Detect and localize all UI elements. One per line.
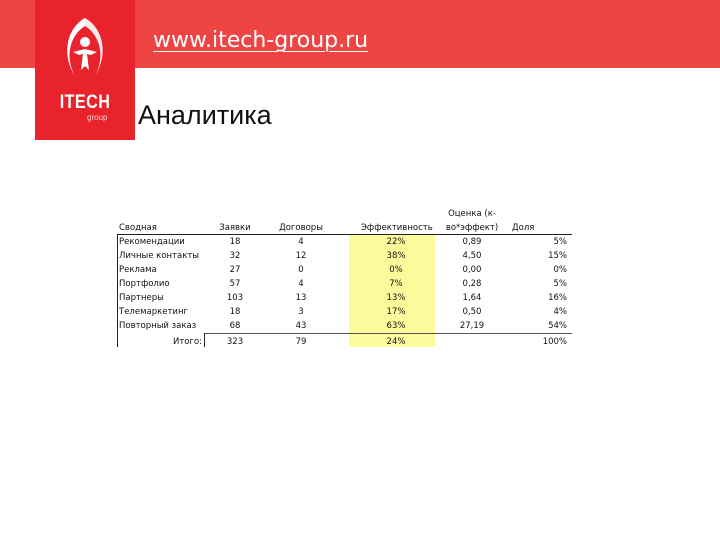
- logo-subtext: group: [87, 113, 108, 122]
- row-requests: 103: [226, 293, 244, 303]
- row-score: 1,64: [462, 293, 482, 303]
- table-header-score-2: [117, 221, 577, 235]
- header-contracts: Договоры: [279, 223, 323, 233]
- row-share: 5%: [553, 237, 567, 247]
- header-efficiency: Эффективность: [361, 223, 433, 233]
- row-label: Повторный заказ: [119, 321, 197, 331]
- row-requests: 18: [229, 307, 241, 317]
- row-label: Реклама: [119, 265, 157, 275]
- row-share: 0%: [553, 265, 567, 275]
- row-efficiency: 13%: [386, 293, 406, 303]
- row-requests: 57: [229, 279, 241, 289]
- row-contracts: 4: [298, 279, 304, 289]
- row-label: Личные контакты: [119, 251, 199, 261]
- total-divider: [204, 333, 572, 334]
- row-score: 0,00: [462, 265, 482, 275]
- row-contracts: 12: [295, 251, 307, 261]
- page-title: Аналитика: [138, 100, 272, 130]
- row-score: 27,19: [459, 321, 485, 331]
- logo-figure-icon: [53, 14, 117, 88]
- total-requests: 323: [226, 337, 244, 347]
- row-share: 5%: [553, 279, 567, 289]
- table-total-row: [117, 335, 577, 349]
- header-score-line2: во*эффект): [445, 223, 499, 233]
- row-contracts: 0: [298, 265, 304, 275]
- row-contracts: 43: [295, 321, 307, 331]
- row-efficiency: 22%: [386, 237, 406, 247]
- total-efficiency: 24%: [386, 337, 406, 347]
- table-row: [117, 319, 577, 333]
- row-contracts: 3: [298, 307, 304, 317]
- row-score: 0,28: [462, 279, 482, 289]
- row-share: 54%: [548, 321, 567, 331]
- row-requests: 68: [229, 321, 241, 331]
- row-efficiency: 38%: [386, 251, 406, 261]
- row-efficiency: 0%: [389, 265, 403, 275]
- table-row: [117, 291, 577, 305]
- row-score: 0,89: [462, 237, 482, 247]
- header-share: Доля: [512, 223, 535, 233]
- header-requests: Заявки: [219, 223, 251, 233]
- site-url-link[interactable]: www.itech-group.ru: [153, 28, 369, 53]
- total-label-border: [204, 333, 205, 347]
- table-header-score: [117, 207, 577, 221]
- table-row: [117, 235, 577, 249]
- row-score: 4,50: [462, 251, 482, 261]
- itech-logo[interactable]: [35, 0, 135, 140]
- row-efficiency: 63%: [386, 321, 406, 331]
- row-label: Партнеры: [119, 293, 164, 303]
- table-row: [117, 277, 577, 291]
- total-label: Итого:: [173, 337, 203, 347]
- row-requests: 18: [229, 237, 241, 247]
- table-row: [117, 249, 577, 263]
- table-row: [117, 305, 577, 319]
- left-border: [117, 235, 118, 347]
- row-contracts: 13: [295, 293, 307, 303]
- row-label: Телемаркетинг: [119, 307, 188, 317]
- row-share: 4%: [553, 307, 567, 317]
- header-score-line1: Оценка (к-: [448, 209, 496, 219]
- row-contracts: 4: [298, 237, 304, 247]
- table-row: [117, 263, 577, 277]
- header-summary: Сводная: [119, 223, 157, 233]
- row-share: 16%: [548, 293, 567, 303]
- row-efficiency: 7%: [389, 279, 403, 289]
- row-score: 0,50: [462, 307, 482, 317]
- row-label: Портфолио: [119, 279, 170, 289]
- total-contracts: 79: [295, 337, 307, 347]
- row-requests: 27: [229, 265, 241, 275]
- total-share: 100%: [542, 337, 567, 347]
- row-efficiency: 17%: [386, 307, 406, 317]
- logo-text: ITECH: [59, 92, 111, 113]
- row-label: Рекомендации: [119, 237, 185, 247]
- row-requests: 32: [229, 251, 241, 261]
- row-share: 15%: [548, 251, 567, 261]
